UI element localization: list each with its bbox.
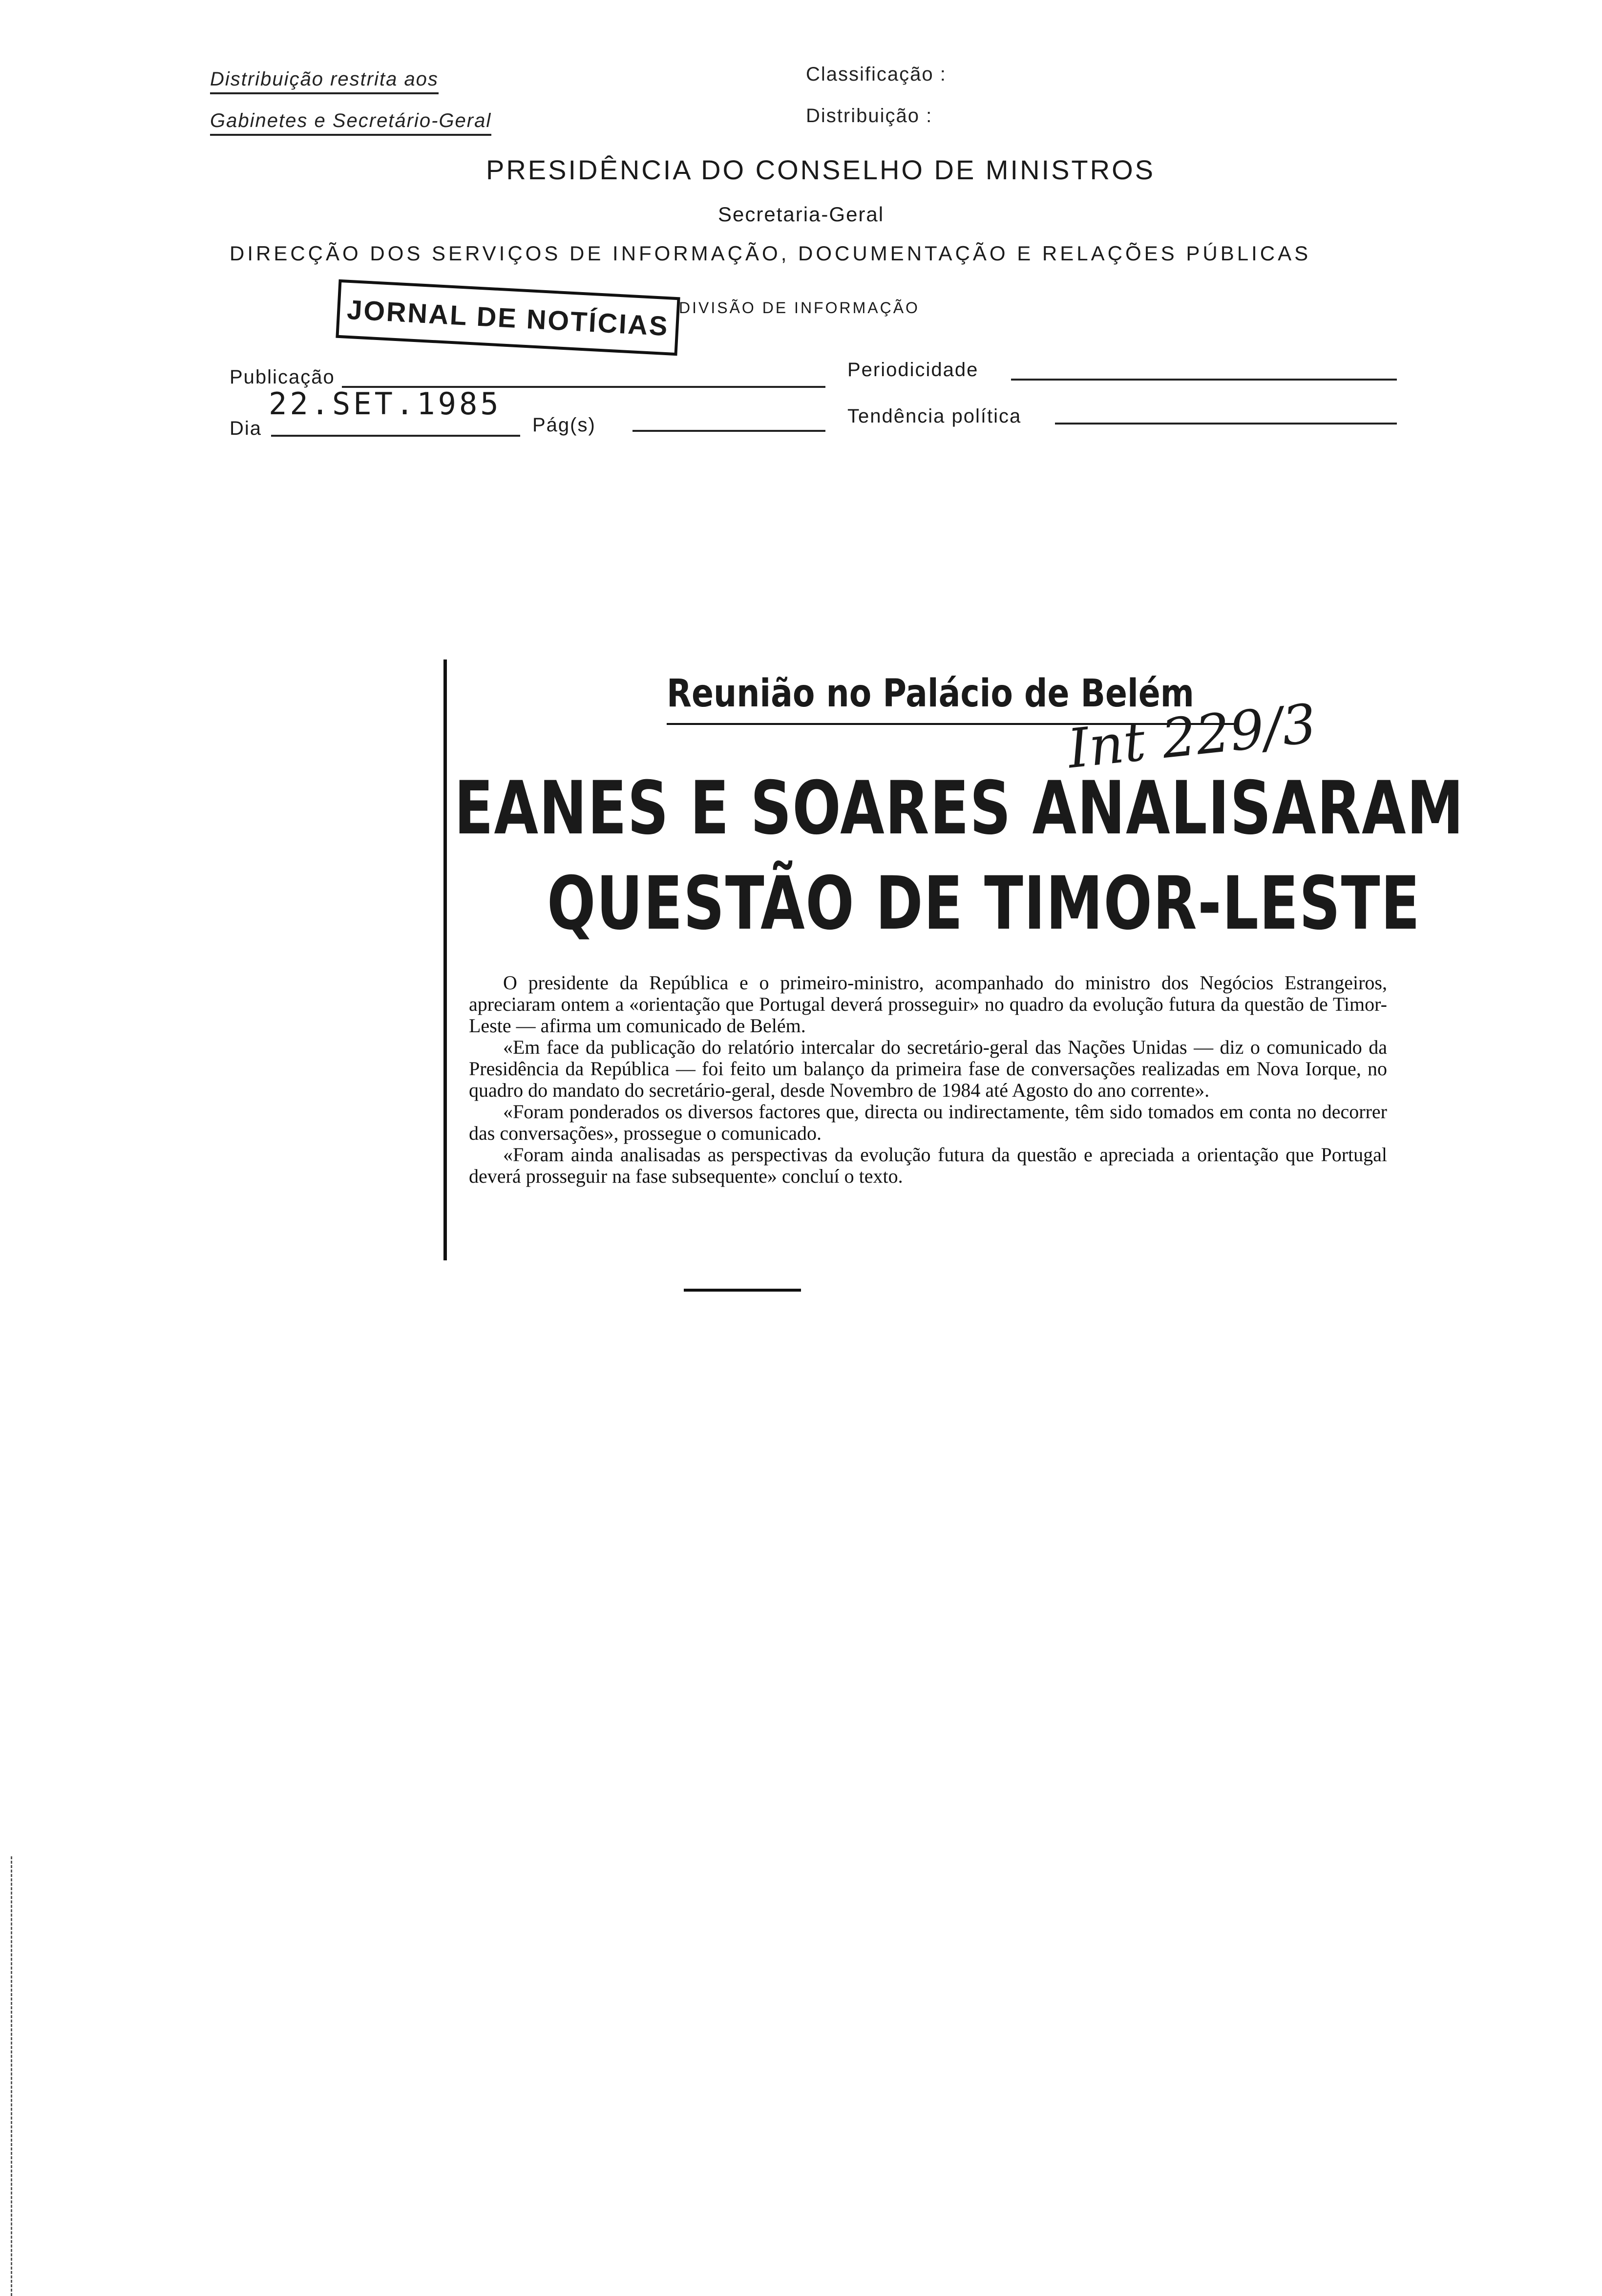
headline-line2: QUESTÃO DE TIMOR-LESTE <box>547 861 1421 946</box>
clipping-kicker: Reunião no Palácio de Belém <box>667 672 1194 716</box>
clipping-border <box>443 659 447 1260</box>
day-value: 22.SET.1985 <box>269 386 502 422</box>
letterhead-subtitle: Secretaria-Geral <box>718 203 885 226</box>
publication-label: Publicação <box>230 366 335 388</box>
letterhead-title: PRESIDÊNCIA DO CONSELHO DE MINISTROS <box>486 154 1155 185</box>
tendency-label: Tendência política <box>847 405 1022 427</box>
distribution-label: Distribuição : <box>806 105 933 127</box>
clipping-paragraph: O presidente da República e o primeiro-ministro, acompanhado do ministro dos Negócios Estrangeiros, apreciaram ontem a «orientação que Portugal deverá prosseguir» no quadro da evolução futura da questão de Timor-Leste — afirma um comunicado de Belém. <box>469 972 1387 1037</box>
headline-line1: EANES E SOARES ANALISARAM <box>454 766 1465 851</box>
pages-line <box>632 430 825 432</box>
directorate-line: DIRECÇÃO DOS SERVIÇOS DE INFORMAÇÃO, DOCUMENTAÇÃO E RELAÇÕES PÚBLICAS <box>230 242 1311 265</box>
handwritten-annotation: Int 229/3 <box>1065 692 1320 781</box>
day-line <box>271 435 520 437</box>
clipping-paragraph: «Foram ainda analisadas as perspectivas da evolução futura da questão e apreciada a orientação que Portugal deverá prosseguir na fase subsequente» concluí o texto. <box>469 1144 1387 1187</box>
division-line: DIVISÃO DE INFORMAÇÃO <box>679 299 920 317</box>
periodicity-label: Periodicidade <box>847 359 979 381</box>
distribution-note-line2: Gabinetes e Secretário-Geral <box>210 110 491 136</box>
newspaper-stamp-text: JORNAL DE NOTÍCIAS <box>346 294 670 341</box>
clipping-paragraph: «Em face da publicação do relatório intercalar do secretário-geral das Nações Unidas — diz o comunicado da Presidência da República — foi feito um balanço da primeira fase de conversações realizadas em Nova Iorque, no quadro do mandato do secretário-geral, desde Novembro de 1984 até Agosto do ano corrente». <box>469 1036 1387 1101</box>
scan-edge-mark <box>11 1856 12 2296</box>
pages-label: Pág(s) <box>532 414 596 436</box>
clipping-end-rule <box>684 1289 801 1292</box>
day-label: Dia <box>230 418 262 439</box>
newspaper-stamp <box>336 279 680 356</box>
periodicity-line <box>1011 379 1397 381</box>
distribution-note-line1: Distribuição restrita aos <box>210 68 439 94</box>
clipping-body <box>469 972 1387 1187</box>
tendency-line <box>1055 423 1397 425</box>
classification-label: Classificação : <box>806 64 947 85</box>
clipping-paragraph: «Foram ponderados os diversos factores que, directa ou indirectamente, têm sido tomados em conta no decorrer das conversações», prossegue o comunicado. <box>469 1101 1387 1144</box>
